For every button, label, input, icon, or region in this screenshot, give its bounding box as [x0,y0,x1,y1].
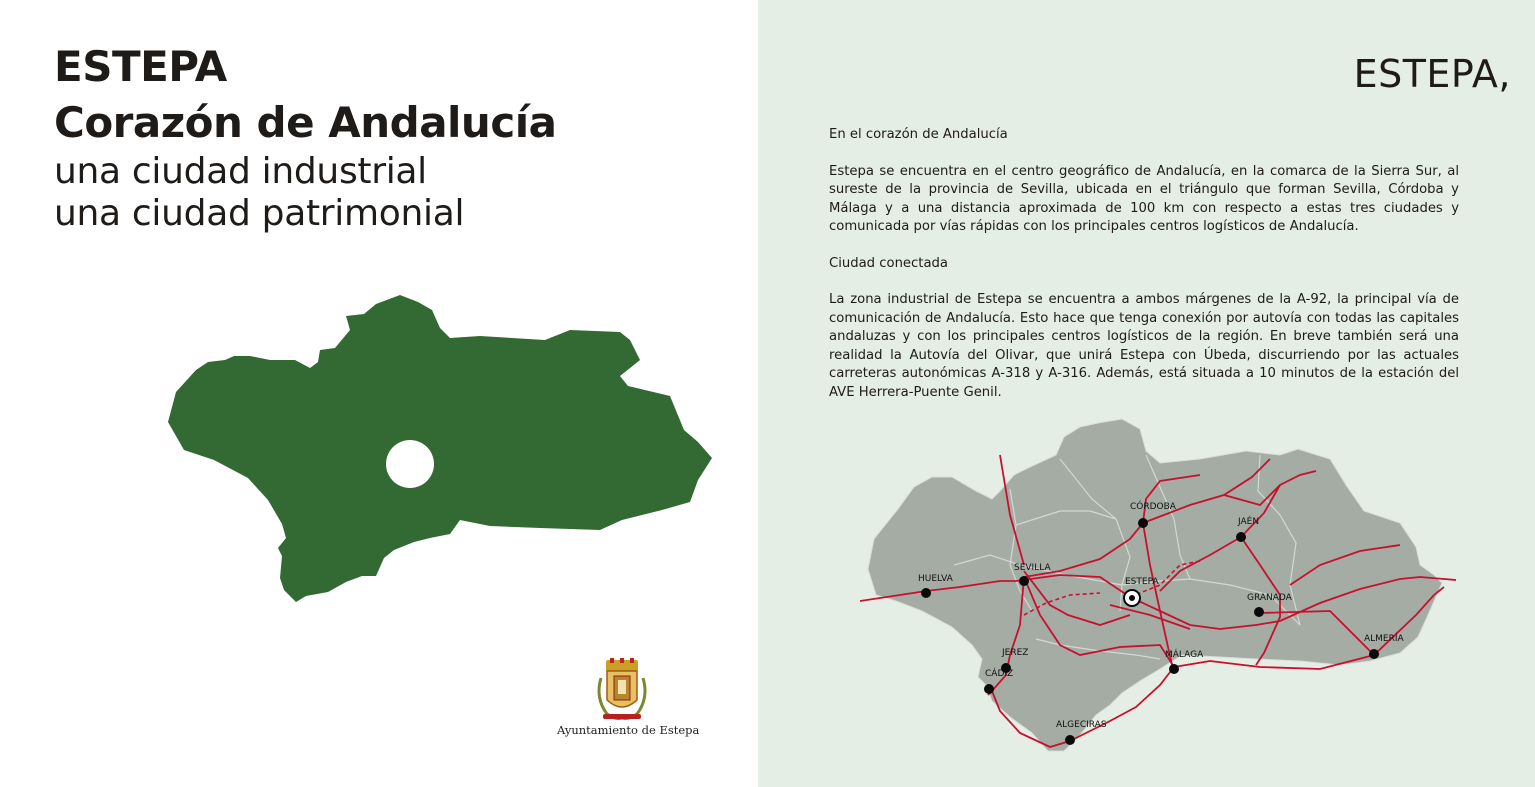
city-dot-granada [1254,607,1264,617]
city-label-sevilla: SEVILLA [1014,563,1051,573]
city-label-granada: GRANADA [1247,593,1292,603]
ayuntamiento-crest-icon [593,658,651,722]
city-dot-jaen [1236,532,1246,542]
crest-label: Ayuntamiento de Estepa [557,723,700,737]
estepa-marker [386,440,434,488]
city-label-jerez: JEREZ [1002,648,1029,658]
city-label-algeciras: ALGECIRAS [1056,720,1107,730]
section2-heading: Ciudad conectada [829,255,948,271]
section1-heading: En el corazón de Andalucía [829,127,1008,142]
city-dot-almeria [1369,649,1379,659]
subtitle-patrimonial: una ciudad patrimonial [54,193,465,234]
city-dot-algeciras [1065,735,1075,745]
city-label-cordoba: CÓRDOBA [1130,502,1176,512]
title-corazon: Corazón de Andalucía [54,98,557,147]
section2-body: La zona industrial de Estepa se encuentra a ambos márgenes de la A-92, la principal vía de comunicación de Andalucía. Esto hace que tenga conexión por autovía con todas las capitales andaluzas y con los principales centros logísticos de la región. En breve también será una realidad la Autovía del Olivar, que unirá Estepa con Úbeda, discurriendo por las actuales carreteras autonómicas A-318 y A-316. Además, está situada a 10 minutos de la estación del AVE Herrera-Puente Genil. [829,292,1459,400]
andalucia-silhouette-map [150,290,720,620]
city-label-jaen: JAÉN [1238,517,1260,527]
city-dot-malaga [1169,664,1179,674]
city-label-huelva: HUELVA [918,574,953,584]
city-dot-estepa-center [1129,595,1135,601]
title-estepa: ESTEPA [54,42,227,91]
city-dot-sevilla [1019,576,1029,586]
city-dot-huelva [921,588,931,598]
city-label-cadiz: CÁDIZ [985,669,1014,679]
city-dot-cadiz [984,684,994,694]
subtitle-industrial: una ciudad industrial [54,151,427,192]
city-dot-cordoba [1138,518,1148,528]
city-label-malaga: MÁLAGA [1165,650,1204,660]
right-title: ESTEPA, [1353,52,1511,96]
section1-body: Estepa se encuentra en el centro geográfico de Andalucía, en la comarca de la Sierra Sur, al sureste de la provincia de Sevilla, ubicada en el triángulo que forman Sevilla, Córdoba y Málaga y a una distancia aproximada de 100 km con respecto a estas tres ciudades y comunicada por vías rápidas con los principales centros logísticos de Andalucía. [829,163,1459,234]
city-label-estepa: ESTEPA [1125,577,1159,587]
text-block [829,126,1459,402]
andalucia-road-map [860,415,1465,760]
andalucia-shape [168,295,712,602]
city-label-almeria: ALMERÍA [1364,634,1404,644]
